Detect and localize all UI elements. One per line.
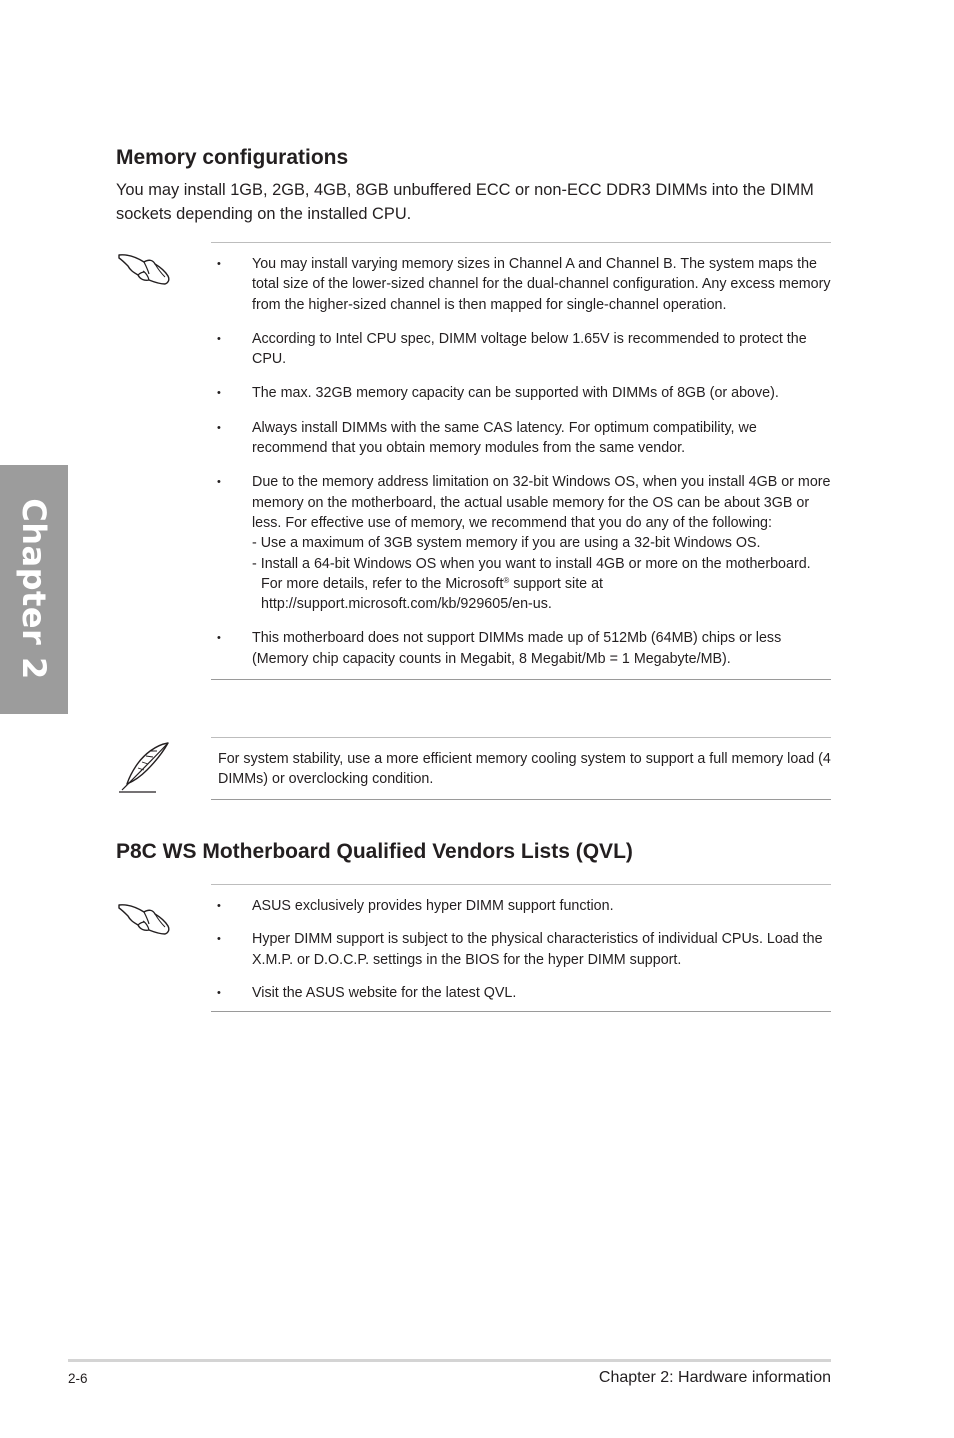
memory-intro-text: You may install 1GB, 2GB, 4GB, 8GB unbuffered ECC or non-ECC DDR3 DIMMs into the DIMM sockets depending on the installed CPU. bbox=[116, 181, 814, 223]
qvl-note-item: • Hyper DIMM support is subject to the physical characteristics of individual CPUs. Load the X.M.P. or D.O.C.P. settings in the BIOS for the hyper DIMM support. bbox=[211, 929, 831, 970]
windows-note-details: For more details, refer to the Microsoft® support site at bbox=[261, 575, 604, 592]
footer-chapter-title: Chapter 2: Hardware information bbox=[598, 1369, 831, 1386]
hand-pointing-icon bbox=[116, 896, 172, 938]
memory-note-item: • The max. 32GB memory capacity can be supported with DIMMs of 8GB (or above). bbox=[211, 383, 831, 403]
qvl-note-item: • ASUS exclusively provides hyper DIMM support function. bbox=[211, 896, 831, 916]
footer-divider bbox=[68, 1359, 831, 1362]
chapter-side-tab bbox=[0, 465, 68, 714]
windows-note-option-2: - Install a 64-bit Windows OS when you want to install 4GB or more on the motherboard. bbox=[252, 555, 811, 572]
windows-memory-note bbox=[211, 472, 831, 614]
chapter-side-tab-label: Chapter 2 bbox=[15, 498, 53, 680]
quill-pen-icon bbox=[116, 740, 172, 796]
memory-note-box bbox=[211, 242, 831, 680]
hand-pointing-icon bbox=[116, 246, 172, 288]
memory-note-item: • Always install DIMMs with the same CAS latency. For optimum compatibility, we recommend that you obtain memory modules from the same vendor. bbox=[211, 418, 831, 459]
windows-note-option-1: - Use a maximum of 3GB system memory if you are using a 32-bit Windows OS. bbox=[252, 535, 761, 552]
microsoft-support-url: http://support.microsoft.com/kb/929605/en-us. bbox=[261, 596, 552, 613]
qvl-note-box bbox=[211, 884, 831, 1012]
memory-chip-note: • This motherboard does not support DIMMs made up of 512Mb (64MB) chips or less (Memory chip capacity counts in Megabit, 8 Megabit/Mb = 1 Megabyte/MB). bbox=[211, 628, 831, 669]
memory-note-item: • You may install varying memory sizes in Channel A and Channel B. The system maps the total size of the lower-sized channel for the dual-channel configuration. Any excess memory from the higher-sized channel is then mapped for single-channel operation. bbox=[211, 254, 831, 315]
qvl-note-item: • Visit the ASUS website for the latest QVL. bbox=[211, 983, 831, 1003]
memory-note-item: • According to Intel CPU spec, DIMM voltage below 1.65V is recommended to protect the CPU. bbox=[211, 329, 831, 370]
memory-configurations-heading: Memory configurations bbox=[116, 146, 349, 169]
page-number: 2-6 bbox=[68, 1371, 88, 1386]
memory-tip-box bbox=[211, 737, 831, 800]
memory-tip-text: For system stability, use a more efficient memory cooling system to support a full memory load (4 DIMMs) or overclocking condition. bbox=[218, 751, 831, 788]
windows-note-text: Due to the memory address limitation on 32-bit Windows OS, when you install 4GB or more memory on the motherboard, the actual usable memory for the OS can be about 3GB or less. For effective use of memory, we recommend that you do any of the following: bbox=[252, 474, 831, 531]
qvl-heading: P8C WS Motherboard Qualified Vendors Lists (QVL) bbox=[116, 840, 633, 863]
